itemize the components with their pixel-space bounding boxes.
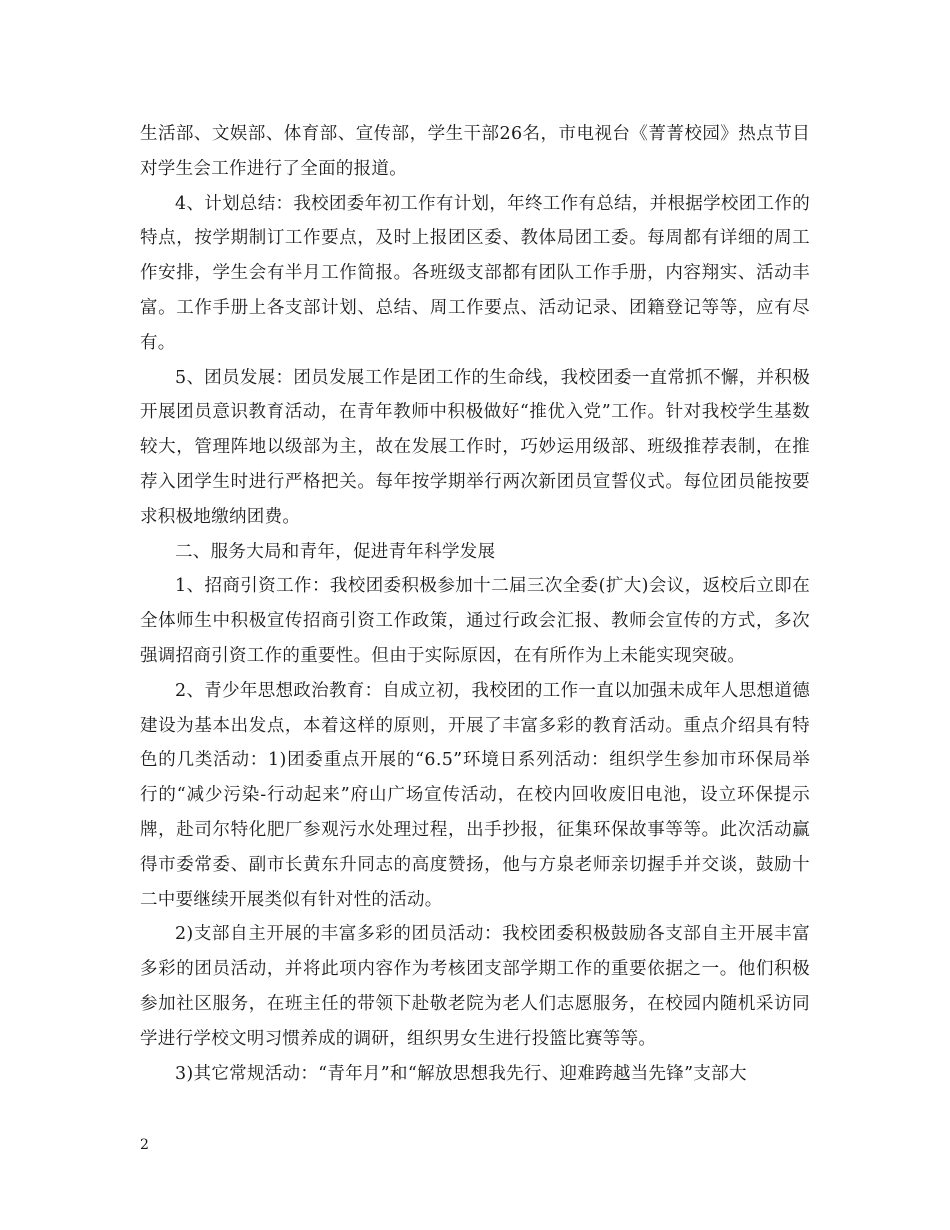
paragraph-3: 5、团员发展：团员发展工作是团工作的生命线，我校团委一直常抓不懈，并积极开展团员意识教育活动，在青年教师中积极做好“推优入党”工作。针对我校学生基数较大，管理阵地以级部为主，故在发展工作时，巧妙运用级部、班级推荐表制，在推荐入团学生时进行严格把关。每年按学期举行两次新团员宣誓仪式。每位团员能按要求积极地缴纳团费。 (140, 367, 810, 527)
paragraph-5: 2、青少年思想政治教育：自成立初，我校团的工作一直以加强未成年人思想道德建设为基本出发点，本着这样的原则，开展了丰富多彩的教育活动。重点介绍具有特色的几类活动：1)团委重点开展的“6.5”环境日系列活动：组织学生参加市环保局举行的“减少污染-行动起来”府山广场宣传活动，在校内回收废旧电池，设立环保提示牌，赴司尔特化肥厂参观污水处理过程，出手抄报，征集环保故事等等。此次活动赢得市委常委、副市长黄东升同志的高度赞扬，他与方泉老师亲切握手并交谈，鼓励十二中要继续开展类似有针对性的活动。 (140, 680, 810, 910)
section-heading: 二、服务大局和青年，促进青年科学发展 (175, 541, 496, 562)
paragraph-6: 2)支部自主开展的丰富多彩的团员活动：我校团委积极鼓励各支部自主开展丰富多彩的团员活动，并将此项内容作为考核团支部学期工作的重要依据之一。他们积极参加社区服务，在班主任的带领下赴敬老院为老人们志愿服务，在校园内随机采访同学进行学校文明习惯养成的调研，组织男女生进行投篮比赛等等。 (140, 924, 810, 1049)
paragraph-1: 生活部、文娱部、体育部、宣传部，学生干部26名，市电视台《菁菁校园》热点节目对学生会工作进行了全面的报道。 (140, 124, 810, 179)
paragraph-2: 4、计划总结：我校团委年初工作有计划，年终工作有总结，并根据学校团工作的特点，按学期制订工作要点，及时上报团区委、教体局团工委。每周都有详细的周工作安排，学生会有半月工作简报。各班级支部都有团队工作手册，内容翔实、活动丰富。工作手册上各支部计划、总结、周工作要点、活动记录、团籍登记等等，应有尽有。 (140, 193, 810, 353)
paragraph-7: 3)其它常规活动：“青年月”和“解放思想我先行、迎难跨越当先锋”支部大 (175, 1063, 747, 1084)
paragraph-4: 1、招商引资工作：我校团委积极参加十二届三次全委(扩大)会议，返校后立即在全体师生中积极宣传招商引资工作政策，通过行政会汇报、教师会宣传的方式，多次强调招商引资工作的重要性。但由于实际原因，在有所作为上未能实现突破。 (140, 576, 810, 666)
page-number: 2 (140, 1137, 149, 1153)
document-body (140, 117, 810, 1091)
